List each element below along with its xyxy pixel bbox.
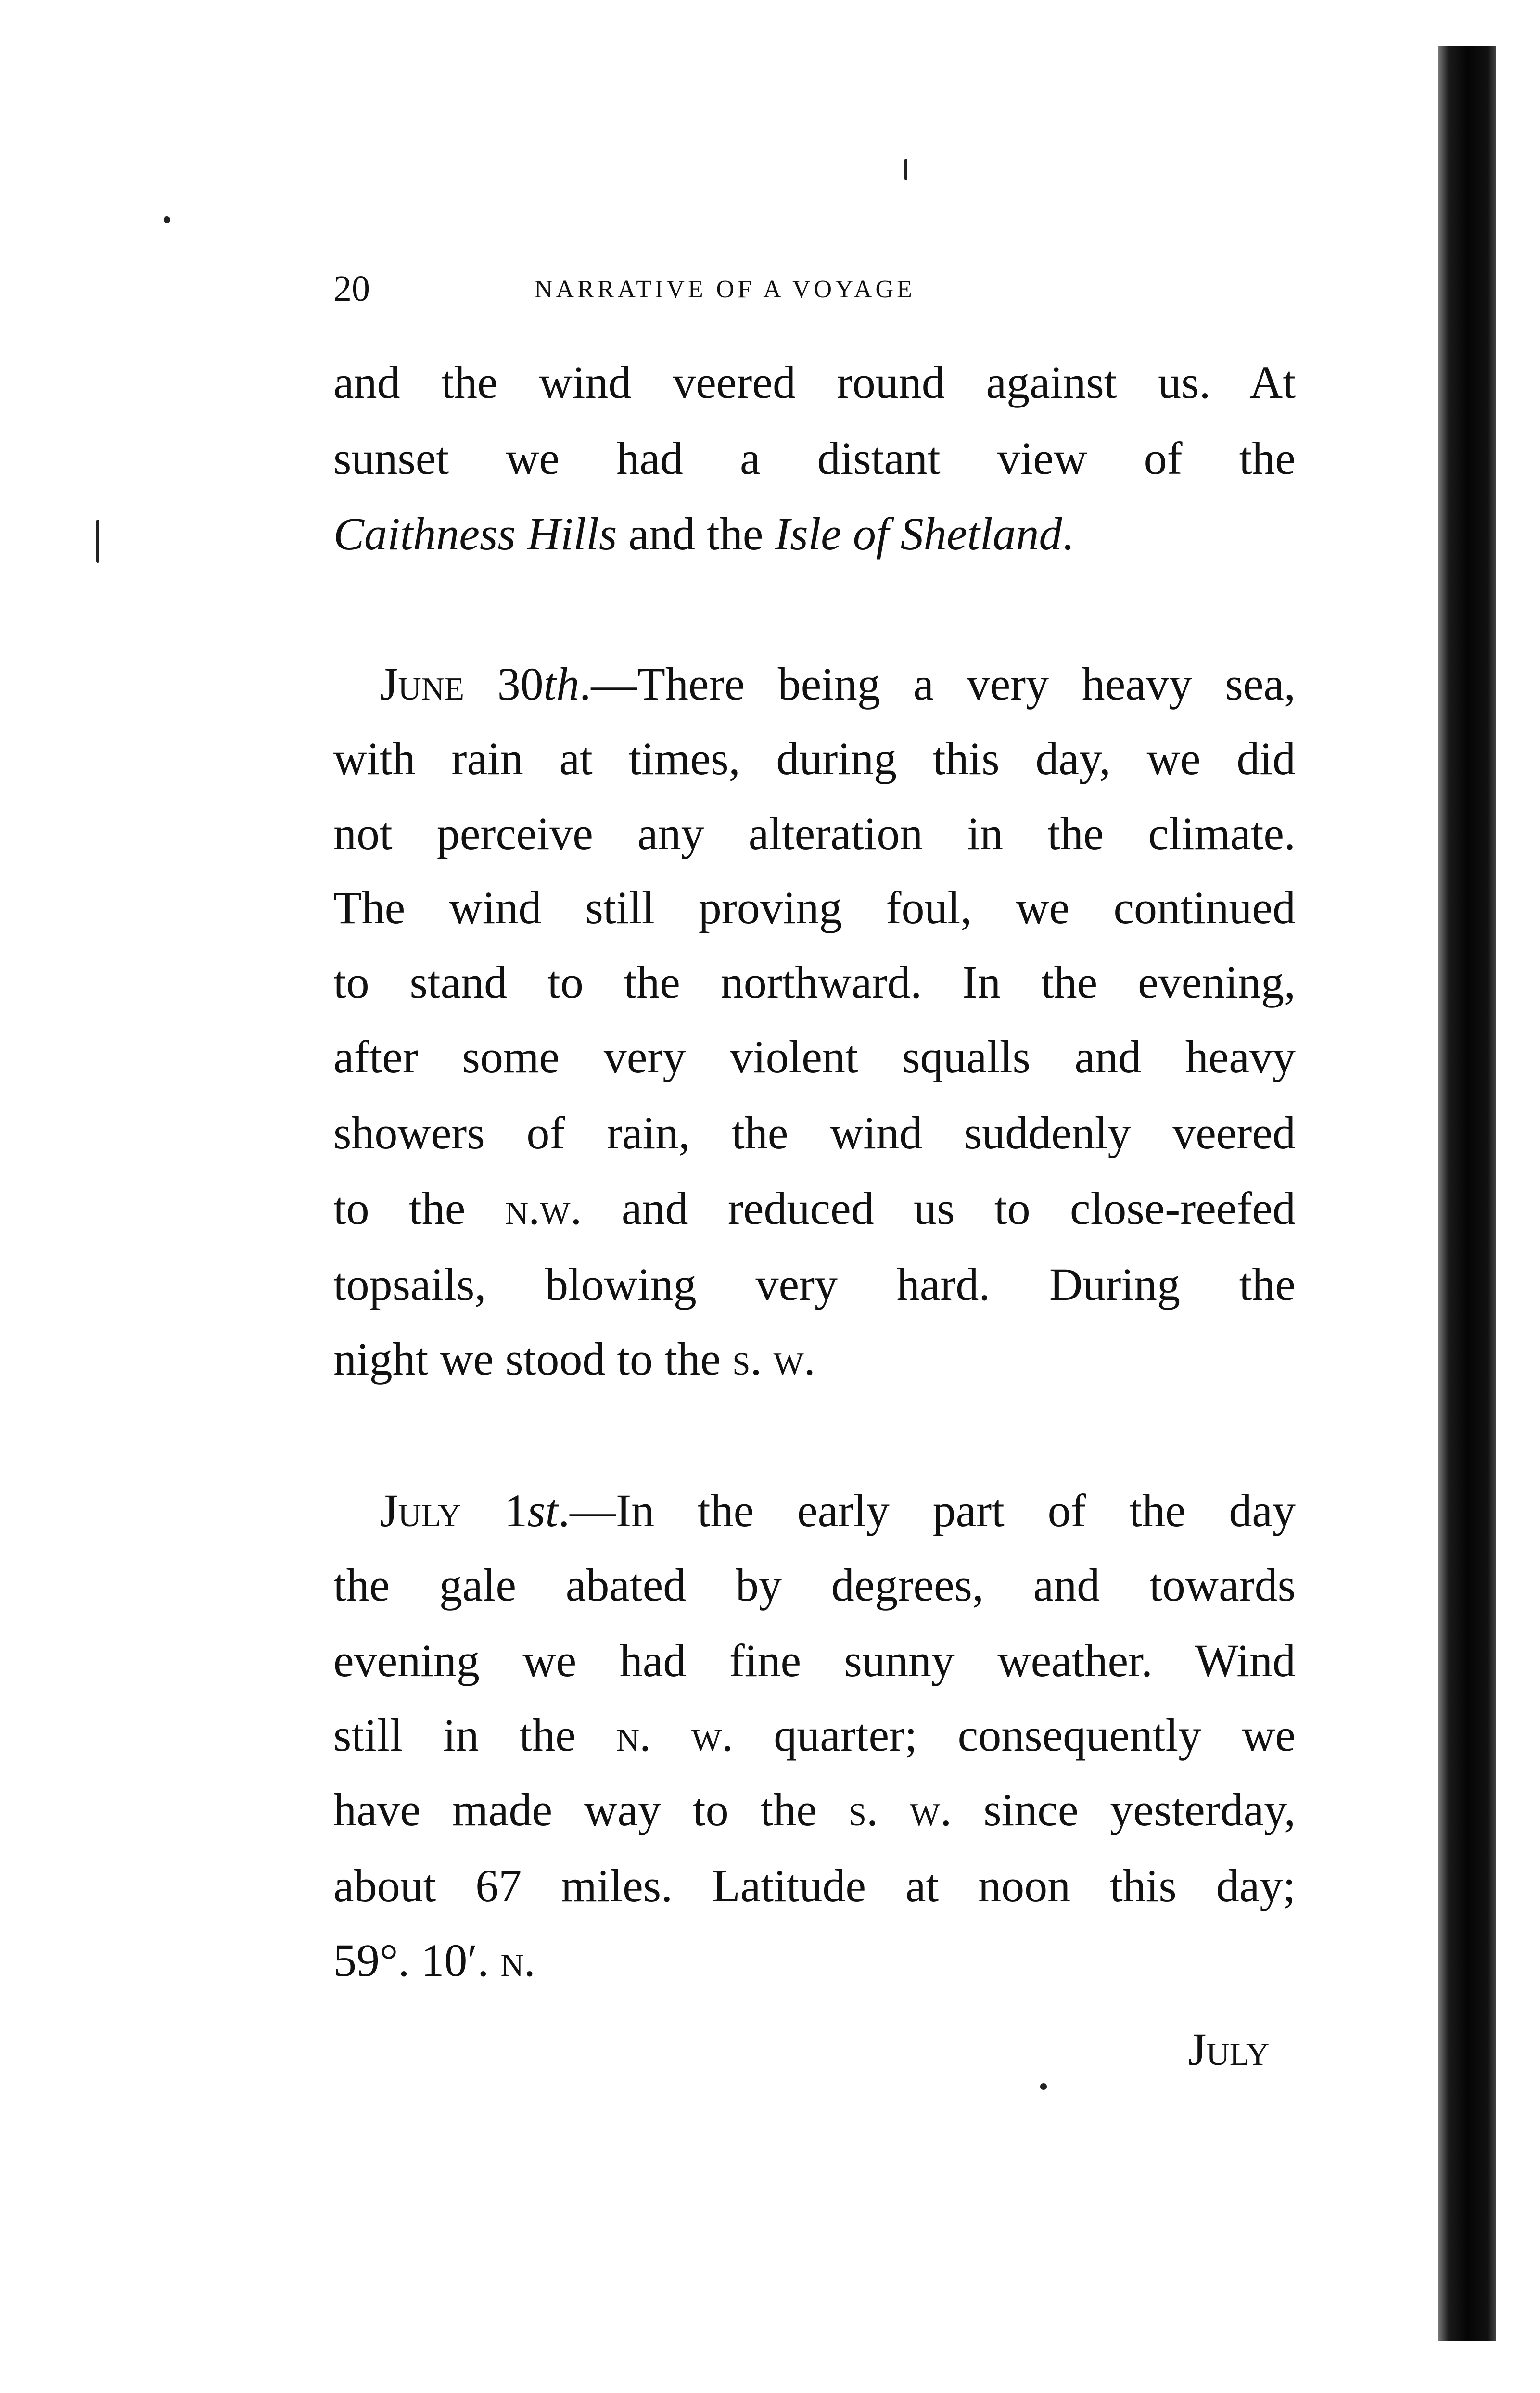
ink-speck: [96, 520, 99, 563]
entry-heading-line: June 30th.—There being a very heavy sea,: [380, 658, 1296, 710]
text-line: to the n.w. and reduced us to close-reefed: [333, 1183, 1296, 1234]
compass-direction: n. w.: [616, 1709, 734, 1761]
text-line: with rain at times, during this day, we did: [333, 733, 1296, 784]
text-line: evening we had fine sunny weather. Wind: [333, 1635, 1296, 1686]
compass-direction: s. w.: [732, 1333, 815, 1385]
text-line: showers of rain, the wind suddenly veered: [333, 1107, 1296, 1158]
text-line: have made way to the s. w. since yesterday,: [333, 1784, 1296, 1835]
text-line: not perceive any alteration in the climate.: [333, 808, 1296, 859]
text-line: topsails, blowing very hard. During the: [333, 1259, 1296, 1310]
ink-speck: [1040, 2083, 1047, 2090]
page-edge-shadow: [1438, 46, 1496, 2341]
text-line: to stand to the northward. In the evening,: [333, 956, 1296, 1008]
compass-direction: s. w.: [848, 1784, 952, 1835]
text-line: after some very violent squalls and heavy: [333, 1031, 1296, 1082]
text-line: sunset we had a distant view of the: [333, 433, 1296, 484]
compass-direction: n.: [500, 1935, 535, 1986]
ink-speck: [164, 216, 170, 223]
catchword: July: [1188, 2024, 1270, 2075]
place-name: Isle of Shetland: [775, 508, 1062, 560]
running-head: NARRATIVE OF A VOYAGE: [535, 276, 916, 303]
entry-date-month: July: [380, 1485, 461, 1536]
text-line: night we stood to the s. w.: [333, 1333, 815, 1385]
page-header: [333, 267, 1296, 310]
text-line: about 67 miles. Latitude at noon this day;: [333, 1860, 1296, 1911]
entry-heading-line: July 1st.—In the early part of the day: [380, 1485, 1296, 1536]
page-number: 20: [333, 268, 370, 309]
text-line: the gale abated by degrees, and towards: [333, 1559, 1296, 1611]
text-line: The wind still proving foul, we continued: [333, 882, 1296, 933]
text-line: 59°. 10′. n.: [333, 1935, 535, 1986]
place-name: Caithness Hills: [333, 508, 617, 560]
text-line: and the wind veered round against us. At: [333, 356, 1296, 408]
text-line: Caithness Hills and the Isle of Shetland.: [333, 508, 1074, 560]
entry-date-month: June: [380, 658, 465, 710]
compass-direction: n.w.: [505, 1183, 582, 1234]
ink-speck: [904, 159, 907, 180]
text-line: still in the n. w. quarter; consequently we: [333, 1709, 1296, 1761]
